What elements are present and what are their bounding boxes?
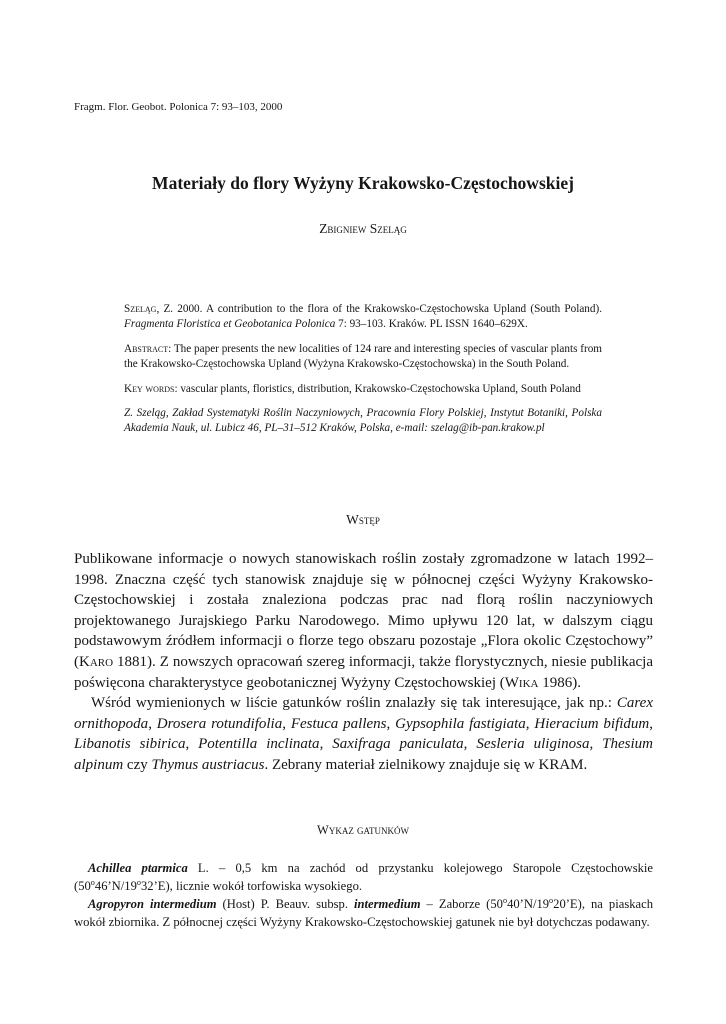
abstract: Abstract: The paper presents the new localities of 124 rare and interesting species of vascular plants from the Krakowsko-Częstochowska Upland (Wyżyna Krakowsko-Częstochowska) in the South Poland. — [124, 342, 602, 371]
author-address: Z. Szeląg, Zakład Systematyki Roślin Naczyniowych, Pracownia Flory Polskiej, Instytut Botaniki, Polska Akademia Nauk, ul. Lubicz 46, PL–31–512 Kraków, Polska, e-mail: szelag@ib-pan.krakow.pl — [124, 407, 602, 435]
section-heading-species-list: Wykaz gatunków — [317, 823, 409, 837]
species-list — [74, 859, 653, 931]
abstract-block — [124, 302, 602, 446]
journal-citation: Fragm. Flor. Geobot. Polonica 7: 93–103, 2000 — [74, 101, 283, 113]
keywords: Key words: vascular plants, floristics, distribution, Krakowsko-Częstochowska Upland, South Poland — [124, 382, 581, 395]
article-title: Materiały do flory Wyżyny Krakowsko-Częstochowskiej — [152, 173, 574, 193]
species-entry: Achillea ptarmica L. – 0,5 km na zachód od przystanku kolejowego Staropole Częstochowskie (50$^o$46’N/19$^o$32’E), licznie wokół torfowiska wysokiego. — [74, 861, 654, 893]
author-name: Zbigniew Szeląg — [319, 221, 407, 236]
section-heading-intro: Wstęp — [346, 512, 380, 527]
species-entry: Agropyron intermedium (Host) P. Beauv. subsp. intermedium – Zaborze (50$^o$40’N/19$^o$20’E), na piaskach wokół zbiornika. Z północnej części Wyżyny Krakowsko-Częstochowskiej gatunek nie był dotychczas podawany. — [74, 895, 653, 929]
reference-entry: Szeląg, Z. 2000. A contribution to the flora of the Krakowsko-Częstochowska Upland (South Poland). Fragmenta Floristica et Geobotanica Polonica 7: 93–103. Kraków. PL ISSN 1640–629X. — [124, 303, 602, 331]
intro-paragraph-1: Publikowane informacje o nowych stanowiskach roślin zostały zgromadzone w latach 1992–1998. Znaczna część tych stanowisk znajduje się w północnej części Wyżyny Krakowsko-Częstochowskiej i została znaleziona podczas prac nad florą roślin naczyniowych projektowanego Jurajskiego Parku Narodowego. Mimo upływu 120 lat, w dalszym ciągu podstawowym źródłem informacji o florze tego obszaru pozostaje „Flora okolic Częstochowy” (Karo 1881). Z nowszych opracowań szereg informacji, także florystycznych, niesie publikacja poświęcona charakterystyce geobotanicznej Wyżyny Częstochowskiej (Wika 1986). — [74, 551, 653, 691]
intro-text — [74, 549, 653, 776]
intro-paragraph-2: Wśród wymienionych w liście gatunków roślin znalazły się tak interesujące, jak np.: Carex ornithopoda, Drosera rotundifolia, Festuca pallens, Gypsophila fastigiata, Hieracium bifidum, Libanotis sibirica, Potentilla inclinata, Saxifraga paniculata, Sesleria uliginosa, Thesium alpinum czy Thymus austriacus. Zebrany materiał zielnikowy znajduje się w KRAM. — [74, 695, 653, 773]
